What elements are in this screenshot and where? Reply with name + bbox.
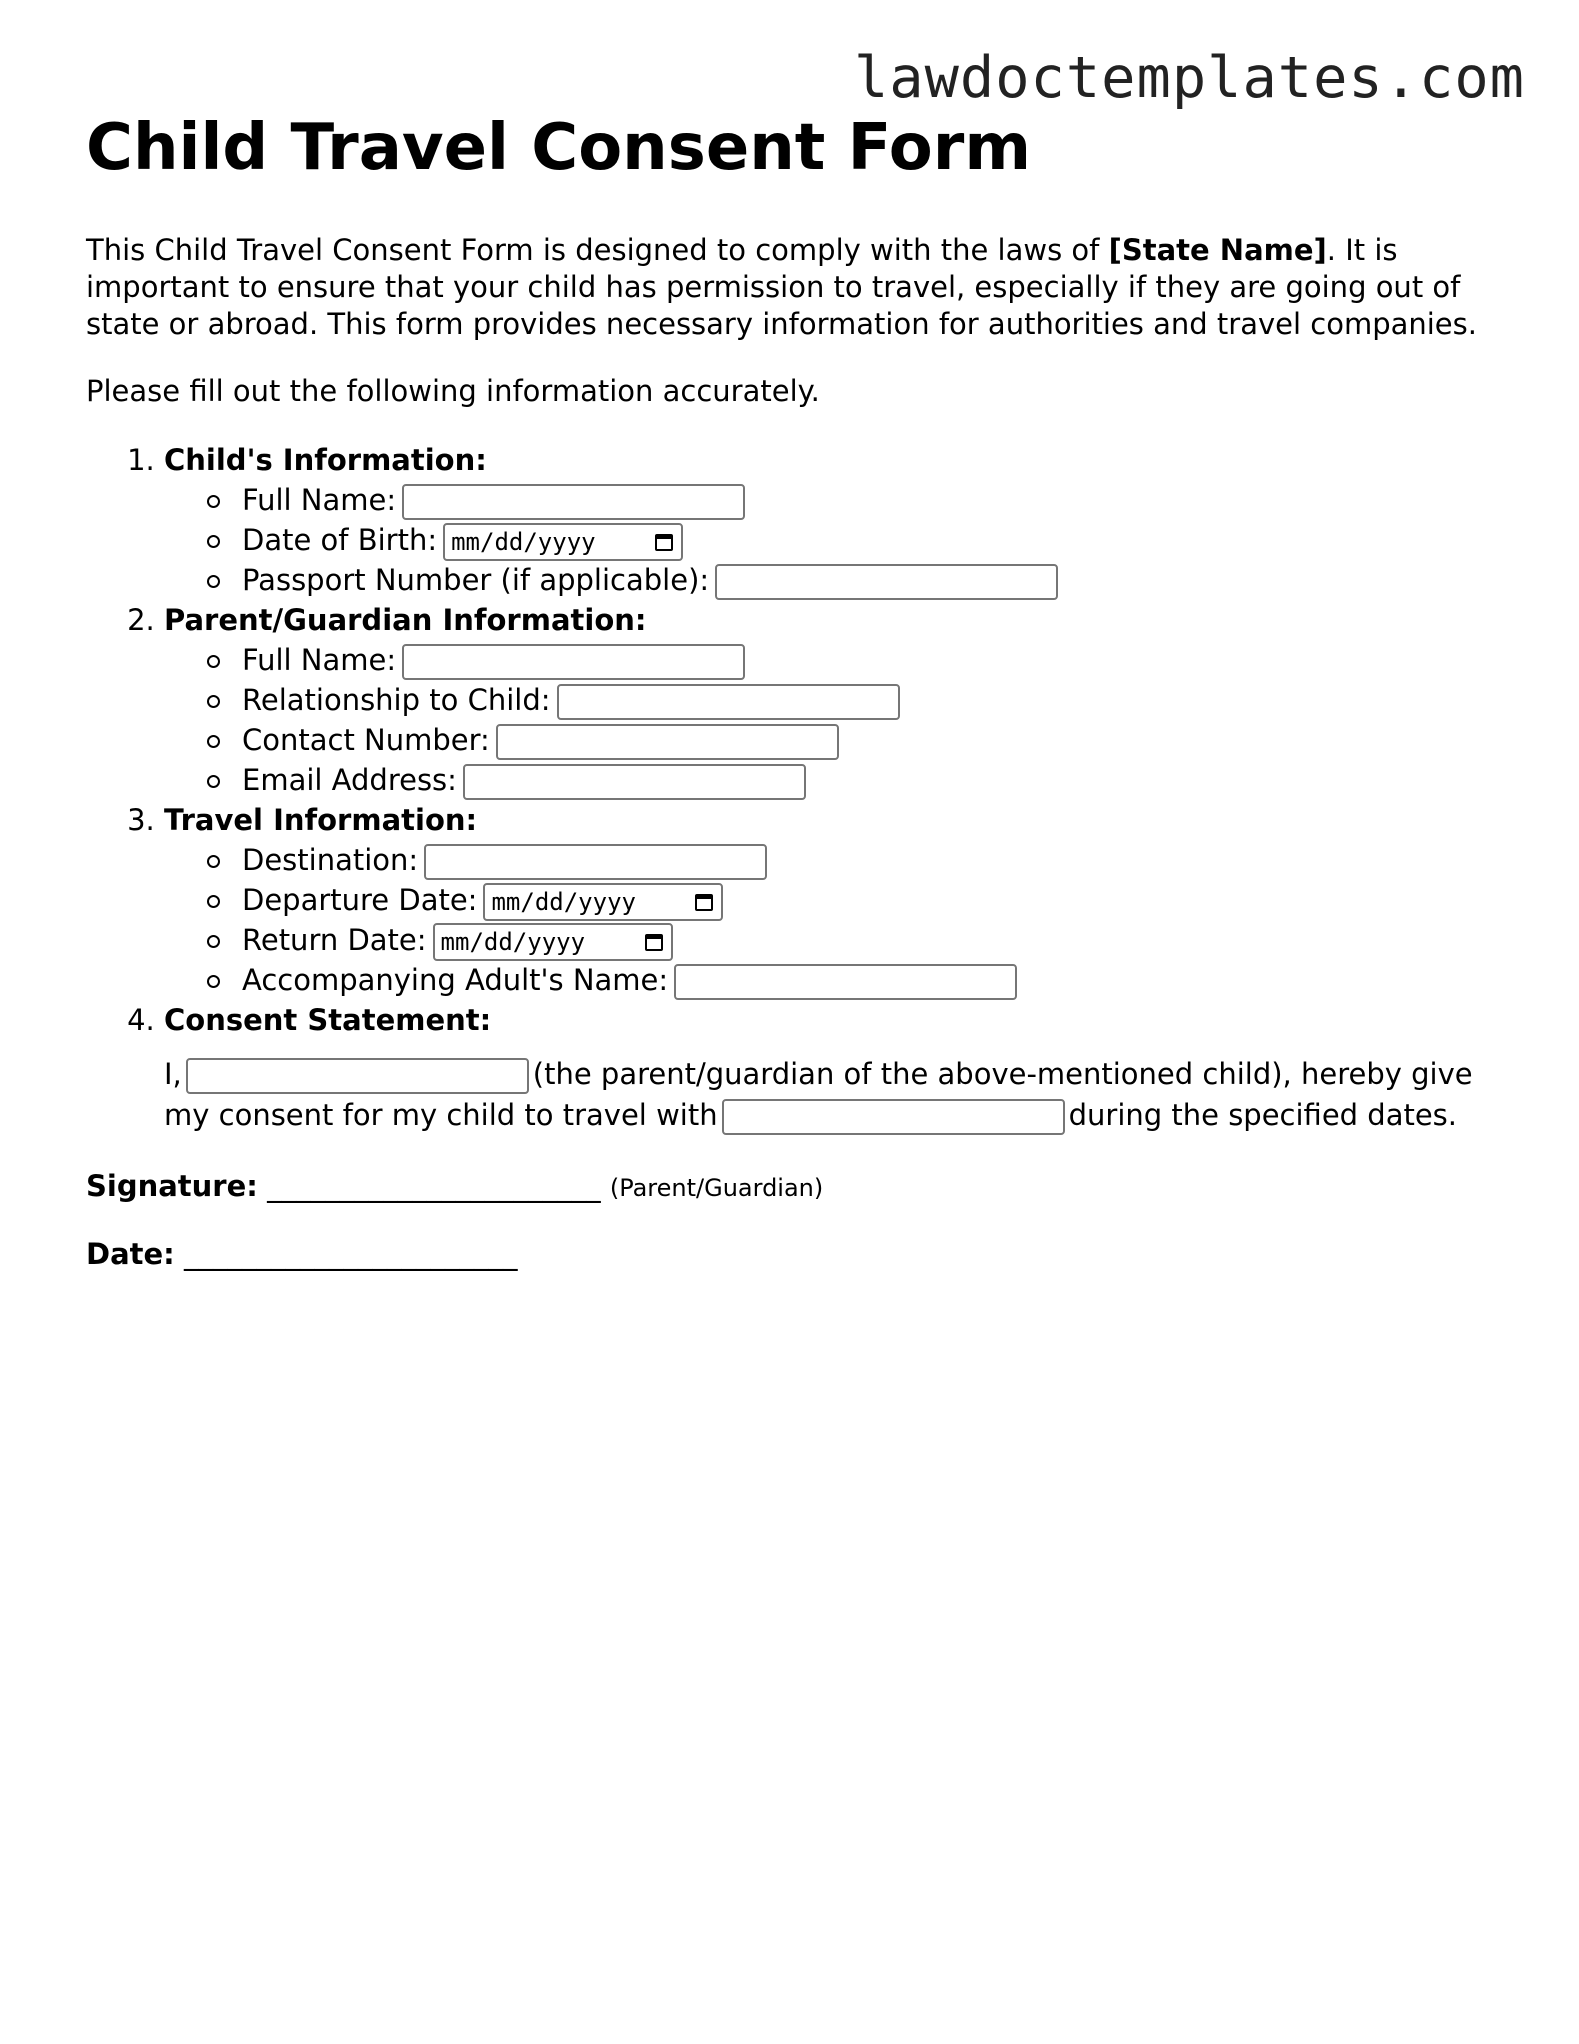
consent-text-3: during the specified dates. (1068, 1098, 1458, 1132)
section-child (164, 440, 1506, 600)
date-placeholder: mm/dd/yyyy (491, 888, 636, 916)
section-heading-child: Child's Information: (164, 443, 487, 477)
instructions: Please fill out the following information accurately. (86, 374, 820, 408)
section-heading-consent: Consent Statement: (164, 1003, 492, 1037)
intro-text-after: . It is important to ensure that your child has permission to travel, especially if they are going out of state or abroad. This form provides necessary information for authorities and travel companies. (86, 233, 1477, 341)
label-relationship: Relationship to Child: (242, 683, 551, 717)
label-return: Return Date: (242, 923, 427, 957)
child-dob-date-input[interactable] (443, 523, 683, 561)
field-row-departure (164, 880, 1506, 920)
label-passport: Passport Number (if applicable): (242, 563, 710, 597)
date-signed-blank: _______________________ (184, 1237, 518, 1271)
field-row-child-name (164, 480, 1506, 520)
calendar-icon[interactable] (645, 934, 663, 951)
field-row-parent-name (164, 640, 1506, 680)
field-row-return (164, 920, 1506, 960)
field-row-destination (164, 840, 1506, 880)
form-document (86, 108, 1506, 1274)
section-parent (164, 600, 1506, 800)
destination-input[interactable] (424, 844, 767, 880)
date-placeholder: mm/dd/yyyy (451, 528, 596, 556)
contact-number-input[interactable] (496, 724, 839, 760)
label-email: Email Address: (242, 763, 457, 797)
intro-paragraph (86, 232, 1506, 343)
label-contact: Contact Number: (242, 723, 490, 757)
section-heading-travel: Travel Information: (164, 803, 478, 837)
field-row-adult (164, 960, 1506, 1000)
consent-statement (164, 1054, 1484, 1136)
date-placeholder: mm/dd/yyyy (440, 928, 586, 956)
label-accompanying-adult: Accompanying Adult's Name: (242, 963, 669, 997)
signature-note: (Parent/Guardian) (609, 1174, 824, 1202)
section-consent (164, 1000, 1506, 1136)
calendar-icon[interactable] (655, 534, 673, 551)
label-child-dob: Date of Birth: (242, 523, 438, 557)
watermark: lawdoctemplates.com (853, 45, 1525, 111)
email-address-input[interactable] (463, 764, 806, 800)
travel-fields (164, 840, 1506, 1000)
child-full-name-input[interactable] (402, 484, 745, 520)
parent-full-name-input[interactable] (402, 644, 745, 680)
label-parent-full-name: Full Name: (242, 643, 397, 677)
field-row-email (164, 760, 1506, 800)
parent-fields (164, 640, 1506, 800)
field-row-child-dob (164, 520, 1506, 560)
date-signed-label: Date: (86, 1237, 175, 1271)
departure-date-input[interactable] (483, 883, 723, 921)
field-row-contact (164, 720, 1506, 760)
intro-text-before: This Child Travel Consent Form is designed to comply with the laws of (86, 233, 1109, 267)
consent-travel-with-input[interactable] (722, 1099, 1065, 1135)
signature-line (86, 1166, 1506, 1208)
consent-parent-name-input[interactable] (186, 1058, 529, 1094)
passport-number-input[interactable] (715, 564, 1058, 600)
field-row-relationship (164, 680, 1506, 720)
page-title: Child Travel Consent Form (86, 111, 1031, 185)
label-child-full-name: Full Name: (242, 483, 397, 517)
signature-label: Signature: (86, 1169, 258, 1203)
signature-blank: _______________________ (267, 1169, 601, 1203)
label-destination: Destination: (242, 843, 419, 877)
field-row-passport (164, 560, 1506, 600)
form-sections (86, 440, 1506, 1136)
consent-text-2: (the parent/guardian of the above-mentioned child), hereby give my consent for my child to travel with (164, 1057, 1473, 1132)
return-date-input[interactable] (433, 923, 673, 961)
state-name-placeholder: [State Name] (1108, 233, 1327, 267)
label-departure: Departure Date: (242, 883, 478, 917)
section-travel (164, 800, 1506, 1000)
date-signed-line (86, 1234, 1506, 1274)
section-heading-parent: Parent/Guardian Information: (164, 603, 647, 637)
child-fields (164, 480, 1506, 600)
consent-text-1: I, (164, 1057, 182, 1091)
calendar-icon[interactable] (695, 894, 713, 911)
accompanying-adult-input[interactable] (674, 964, 1017, 1000)
relationship-input[interactable] (557, 684, 900, 720)
